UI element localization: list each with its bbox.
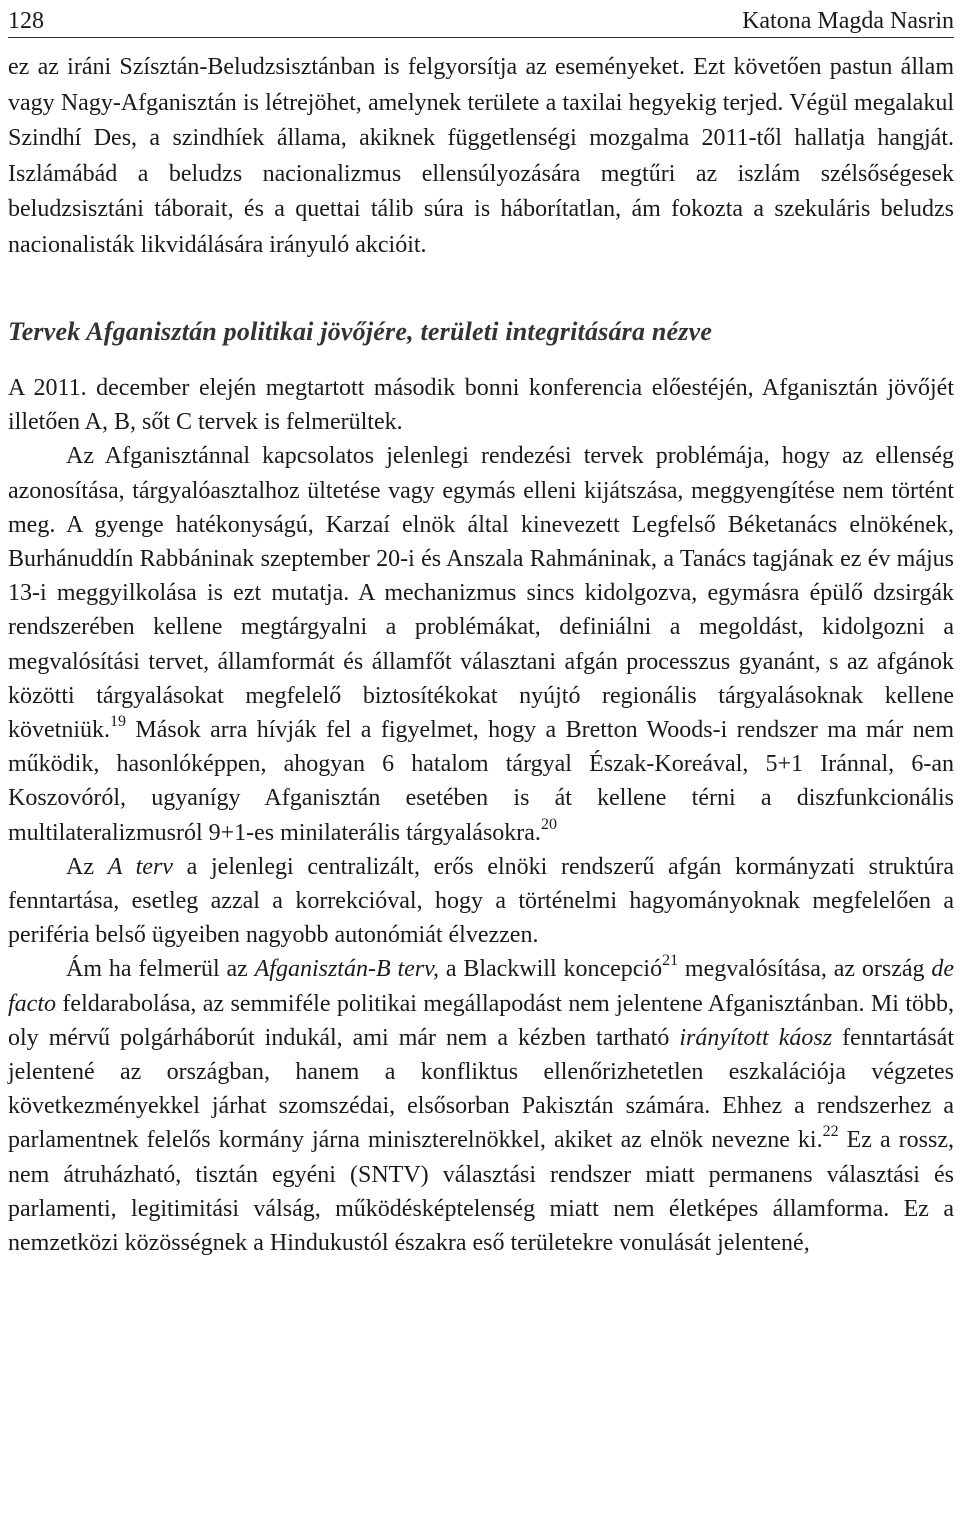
- paragraph-text: Ám ha felmerül az: [66, 956, 255, 983]
- paragraph-text: feldarabolása, az semmiféle politikai megállapodást nem jelentene Afganisztánban. Mi több, oly mérvű polgárháborút indukál, ami már nem a kézben tartható: [8, 990, 954, 1051]
- paragraph-text: Ez a rossz, nem átruházható, tisztán egyéni (SNTV) választási rendszer miatt permanens választási és parlamenti, legitimitási válság, működésképtelenség miatt nem életképes államforma. Ez a nemzetközi közösségnek a Hindukustól északra eső területekre vonulását jelentené,: [8, 1127, 954, 1257]
- footnote-ref-19[interactable]: 19: [110, 713, 126, 731]
- italic-term: A terv: [107, 853, 173, 880]
- paragraph-text: megvalósítása, az ország: [678, 956, 932, 983]
- paragraph-text: a Blackwill koncepció: [438, 956, 663, 983]
- paragraph-text: Mások arra hívják fel a figyelmet, hogy a Bretton Woods-i rendszer ma már nem működik, hasonlóképpen, ahogyan 6 hatalom tárgyal Észak-Koreával, 5+1 Iránnal, 6-an Koszovóról, ugyanígy Afganisztán esetében is át kellene térni a diszfunkcionális multilateralizmusról 9+1-es minilaterális tárgyalásokra.: [8, 717, 954, 846]
- italic-term: de facto: [8, 956, 955, 1017]
- page-number: 128: [8, 8, 44, 34]
- section-heading: Tervek Afganisztán politikai jövőjére, területi integritására nézve: [8, 317, 713, 346]
- paragraph-settlement-plans: [8, 439, 954, 849]
- paragraph-text: a jelenlegi centralizált, erős elnöki rendszerű afgán kormányzati struktúra fenntartása, esetleg azzal a korrekcióval, hogy a történelmi hagyományoknak megfelelően a periféria belső ügyeiben nagyobb autonómiát élvezzen.: [8, 853, 954, 949]
- footnote-ref-20[interactable]: 20: [540, 815, 557, 833]
- document-page: [8, 0, 954, 1521]
- paragraph-bonn-conference: A 2011. december elején megtartott második bonni konferencia előestéjén, Afganisztán jövőjét illetően A, B, sőt C tervek is felmerültek.: [8, 375, 954, 436]
- footnote-ref-21[interactable]: 21: [662, 952, 679, 970]
- intro-paragraph: ez az iráni Szísztán-Beludzsisztánban is felgyorsítja az eseményeket. Ezt követően pastun állam vagy Nagy-Afganisztán is létrejöhet, amelynek területe a taxilai hegyekig terjed. Végül megalakul Szindhí Des, a szindhíek állama, akiknek függetlenségi mozgalma 2011-től hallatja hangját. Iszlámábád a beludzs nacionalizmus ellensúlyozására megtűri az iszlám szélsőségesek beludzsisztáni táborait, és a quettai tálib súra is háborítatlan, ám fokozta a szekuláris beludzs nacionalisták likvidálására irányuló akcióit.: [8, 54, 954, 258]
- paragraph-text: Az Afganisztánnal kapcsolatos jelenlegi rendezési tervek problémája, hogy az ellenség azonosítása, tárgyalóasztalhoz ültetése vagy egymás elleni kijátszása, meggyengítése nem történt meg. A gyenge hatékonyságú, Karzaí elnök által kinevezett Legfelső Béketanács elnökének, Burhánuddín Rabbáninak szeptember 20-i és Anszala Rahmáninak, a Tanács tagjának ez év május 13-i meggyilkolása is ezt mutatja. A mechanizmus sincs kidolgozva, egymásra épülő dzsirgák rendszerében kellene megtárgyalni a problémákat, definiálni a megoldást, kidolgozni a megvalósítási tervet, államformát és államfőt választani afgán processzus gyanánt, s az afgánok közötti tárgyalásokat megfelelő biztosítékokat nyújtó regionális tárgyalásoknak kellene követniük.: [8, 443, 954, 744]
- italic-term: Afganisztán-B terv,: [254, 956, 439, 983]
- footnote-ref-22[interactable]: 22: [822, 1123, 839, 1141]
- paragraph-text: Az: [66, 853, 108, 880]
- paragraph-plan-b: [8, 952, 954, 1260]
- italic-term: irányított káosz: [679, 1024, 833, 1051]
- paragraph-plan-a: [8, 850, 954, 953]
- author-name: Katona Magda Nasrin: [742, 8, 954, 34]
- running-header: [8, 0, 954, 38]
- section-body: [8, 371, 954, 1260]
- paragraph-text: fenntartását jelentené az országban, hanem a konfliktus ellenőrizhetetlen eszkalációja végzetes következményekkel járhat szomszédai, elsősorban Pakisztán számára. Ehhez a rendszerhez a parlamentnek felelős kormány járna miniszterelnökkel, akiket az elnök nevezne ki.: [8, 1024, 955, 1154]
